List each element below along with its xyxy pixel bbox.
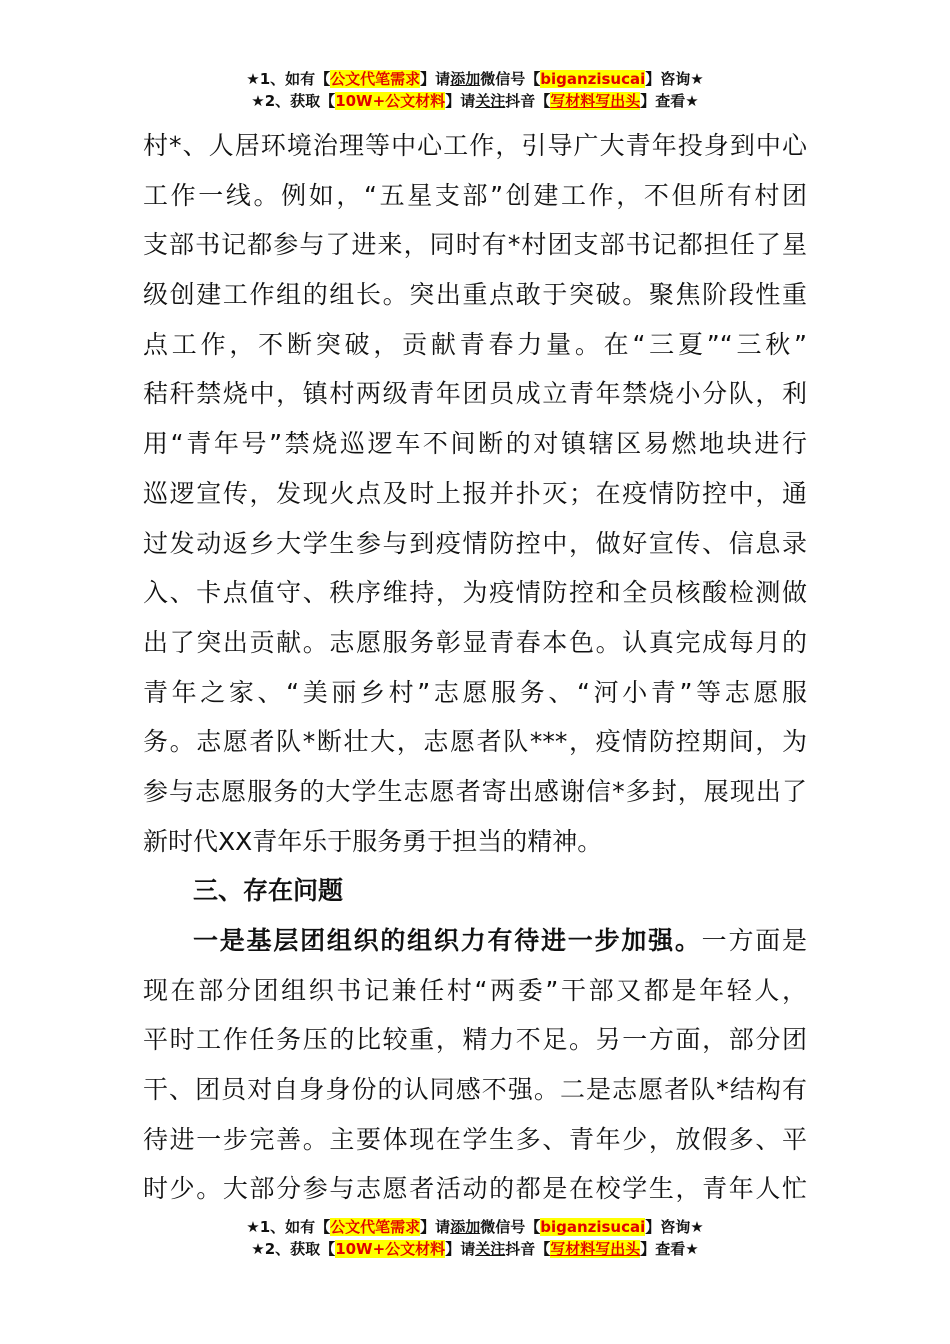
body-line: 村*、人居环境治理等中心工作，引导广大青年投身到中心	[143, 131, 807, 160]
body-line: 级创建工作组的组长。突出重点敢于突破。聚焦阶段性重	[143, 280, 807, 310]
document-body	[143, 121, 807, 1214]
banner-line-1: ★1、如有【公文代笔需求】请添加微信号【biganzisucai】咨询★	[246, 70, 704, 88]
body-line: 现在部分团组织书记兼任村“两委”干部又都是年轻人，	[143, 975, 807, 1005]
banner-line-2: ★2、获取【10W+公文材料】请关注抖音【写材料写出头】查看★	[251, 1240, 699, 1258]
body-line: 干、团员对自身身份的认同感不强。二是志愿者队*结构有	[143, 1075, 807, 1105]
para2-first-rest: 一方面是	[701, 926, 807, 955]
body-line: 出了突出贡献。志愿服务彰显青春本色。认真完成每月的	[143, 627, 807, 657]
para2-lead: 一是基层团组织的组织力有待进一步加强。	[193, 926, 702, 955]
body-line: 用“青年号”禁烧巡逻车不间断的对镇辖区易燃地块进行	[143, 429, 807, 459]
body-line: 工作一线。例如，“五星支部”创建工作，不但所有村团	[143, 180, 807, 210]
body-line: 时少。大部分参与志愿者活动的都是在校学生，青年人忙	[143, 1174, 807, 1204]
body-line: 务。志愿者队*断壮大，志愿者队***，疫情防控期间，为	[143, 727, 807, 757]
section-heading: 三、存在问题	[193, 876, 344, 906]
body-line: 支部书记都参与了进来，同时有*村团支部书记都担任了星	[143, 230, 807, 260]
body-line: 点工作，不断突破，贡献青春力量。在“三夏”“三秋”	[143, 329, 807, 359]
body-line: 平时工作任务压的比较重，精力不足。另一方面，部分团	[143, 1025, 807, 1055]
body-line: 过发动返乡大学生参与到疫情防控中，做好宣传、信息录	[143, 528, 807, 558]
body-line: 待进一步完善。主要体现在学生多、青年少，放假多、平	[143, 1124, 807, 1154]
body-line: 秸秆禁烧中，镇村两级青年团员成立青年禁烧小分队，利	[143, 379, 807, 409]
body-line: 巡逻宣传，发现火点及时上报并扑灭；在疫情防控中，通	[143, 478, 807, 508]
para2-first-line	[143, 916, 807, 966]
top-banner	[0, 68, 950, 112]
body-line: 新时代XX青年乐于服务勇于担当的精神。	[143, 826, 603, 856]
banner-line-1: ★1、如有【公文代笔需求】请添加微信号【biganzisucai】咨询★	[246, 1218, 704, 1236]
body-line: 青年之家、“美丽乡村”志愿服务、“河小青”等志愿服	[143, 677, 807, 707]
body-line: 入、卡点值守、秩序维持，为疫情防控和全员核酸检测做	[143, 578, 807, 608]
body-line: 参与志愿服务的大学生志愿者寄出感谢信*多封，展现出了	[143, 776, 807, 806]
bottom-banner	[0, 1216, 950, 1260]
banner-line-2: ★2、获取【10W+公文材料】请关注抖音【写材料写出头】查看★	[251, 92, 699, 110]
